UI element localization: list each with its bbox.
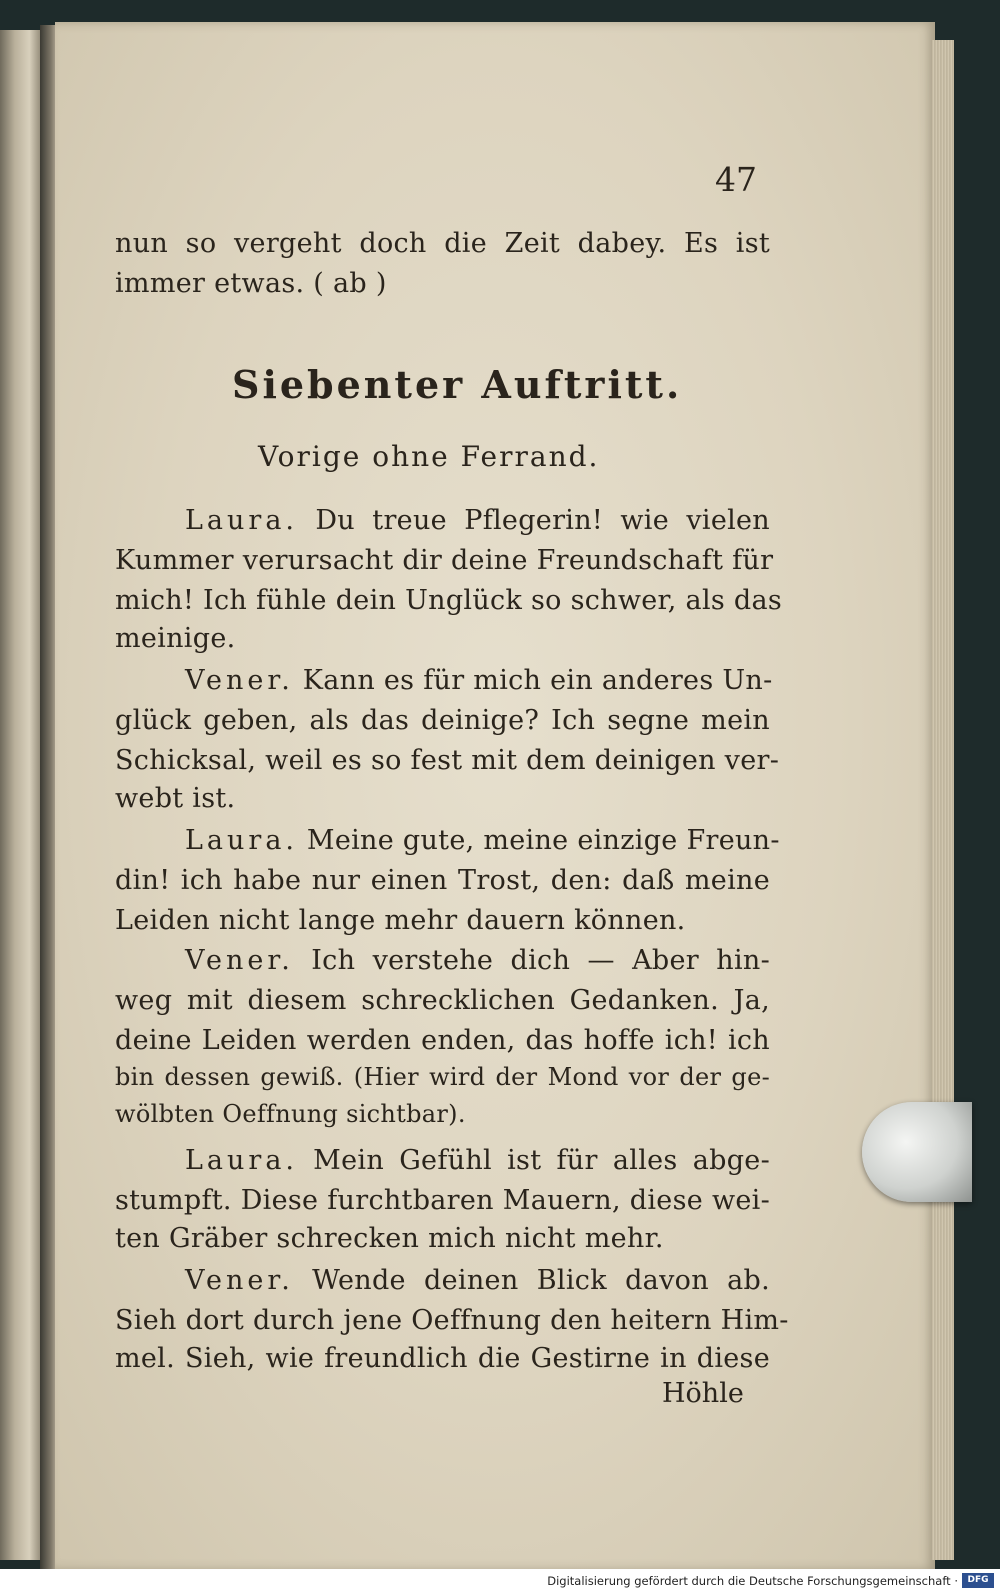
scene-heading: Siebenter Auftritt. bbox=[232, 362, 683, 407]
text-line: immer etwas. ( ab ) bbox=[115, 268, 387, 299]
text-line: mel. Sieh, wie freundlich die Gestirne in diese bbox=[115, 1343, 770, 1374]
text-line: bin dessen gewiß. (Hier wird der Mond vor der ge- bbox=[115, 1063, 770, 1091]
speech-line: Laura. Du treue Pflegerin! wie vielen bbox=[185, 505, 770, 536]
page-clip bbox=[862, 1102, 972, 1202]
speaker-name: Laura. bbox=[185, 1145, 299, 1176]
text-line: meinige. bbox=[115, 623, 236, 654]
text-line: ten Gräber schrecken mich nicht mehr. bbox=[115, 1223, 664, 1254]
speech-line: Vener. Wende deinen Blick davon ab. bbox=[185, 1265, 770, 1296]
speech-line: Laura. Meine gute, meine einzige Freun- bbox=[185, 825, 780, 856]
page-number: 47 bbox=[715, 160, 757, 199]
text-line: Sieh dort durch jene Oeffnung den heitern Him- bbox=[115, 1305, 789, 1336]
catchword: Höhle bbox=[662, 1378, 744, 1409]
speaker-name: Vener. bbox=[185, 665, 294, 696]
funding-credit: Digitalisierung gefördert durch die Deutsche Forschungsgemeinschaft · bbox=[547, 1574, 958, 1588]
speaker-name: Laura. bbox=[185, 825, 299, 856]
text-line: stumpft. Diese furchtbaren Mauern, diese wei- bbox=[115, 1185, 770, 1216]
dfg-logo-icon: DFG bbox=[962, 1573, 994, 1588]
previous-page-edge bbox=[0, 30, 42, 1560]
text-line: Schicksal, weil es so fest mit dem deinigen ver- bbox=[115, 745, 780, 776]
speaker-name: Vener. bbox=[185, 1265, 294, 1296]
text-line: din! ich habe nur einen Trost, den: daß meine bbox=[115, 865, 770, 896]
text-line: deine Leiden werden enden, das hoffe ich! ich bbox=[115, 1025, 770, 1056]
text-line: Leiden nicht lange mehr dauern können. bbox=[115, 905, 686, 936]
speaker-name: Laura. bbox=[185, 505, 299, 536]
text-line: weg mit diesem schrecklichen Gedanken. Ja, bbox=[115, 985, 770, 1016]
text-line: wölbten Oeffnung sichtbar). bbox=[115, 1100, 466, 1128]
speech-line: Vener. Ich verstehe dich — Aber hin- bbox=[185, 945, 770, 976]
speech-line: Vener. Kann es für mich ein anderes Un- bbox=[185, 665, 773, 696]
speech-line: Laura. Mein Gefühl ist für alles abge- bbox=[185, 1145, 770, 1176]
text-line: nun so vergeht doch die Zeit dabey. Es ist bbox=[115, 228, 770, 259]
page-stack-edge bbox=[932, 40, 954, 1560]
footer-bar bbox=[0, 1569, 1000, 1591]
speaker-name: Vener. bbox=[185, 945, 294, 976]
text-line: webt ist. bbox=[115, 783, 236, 814]
text-line: glück geben, als das deinige? Ich segne mein bbox=[115, 705, 770, 736]
text-line: mich! Ich fühle dein Unglück so schwer, als das bbox=[115, 585, 783, 616]
text-line: Kummer verursacht dir deine Freundschaft für bbox=[115, 545, 774, 576]
scene-persons: Vorige ohne Ferrand. bbox=[258, 440, 600, 473]
